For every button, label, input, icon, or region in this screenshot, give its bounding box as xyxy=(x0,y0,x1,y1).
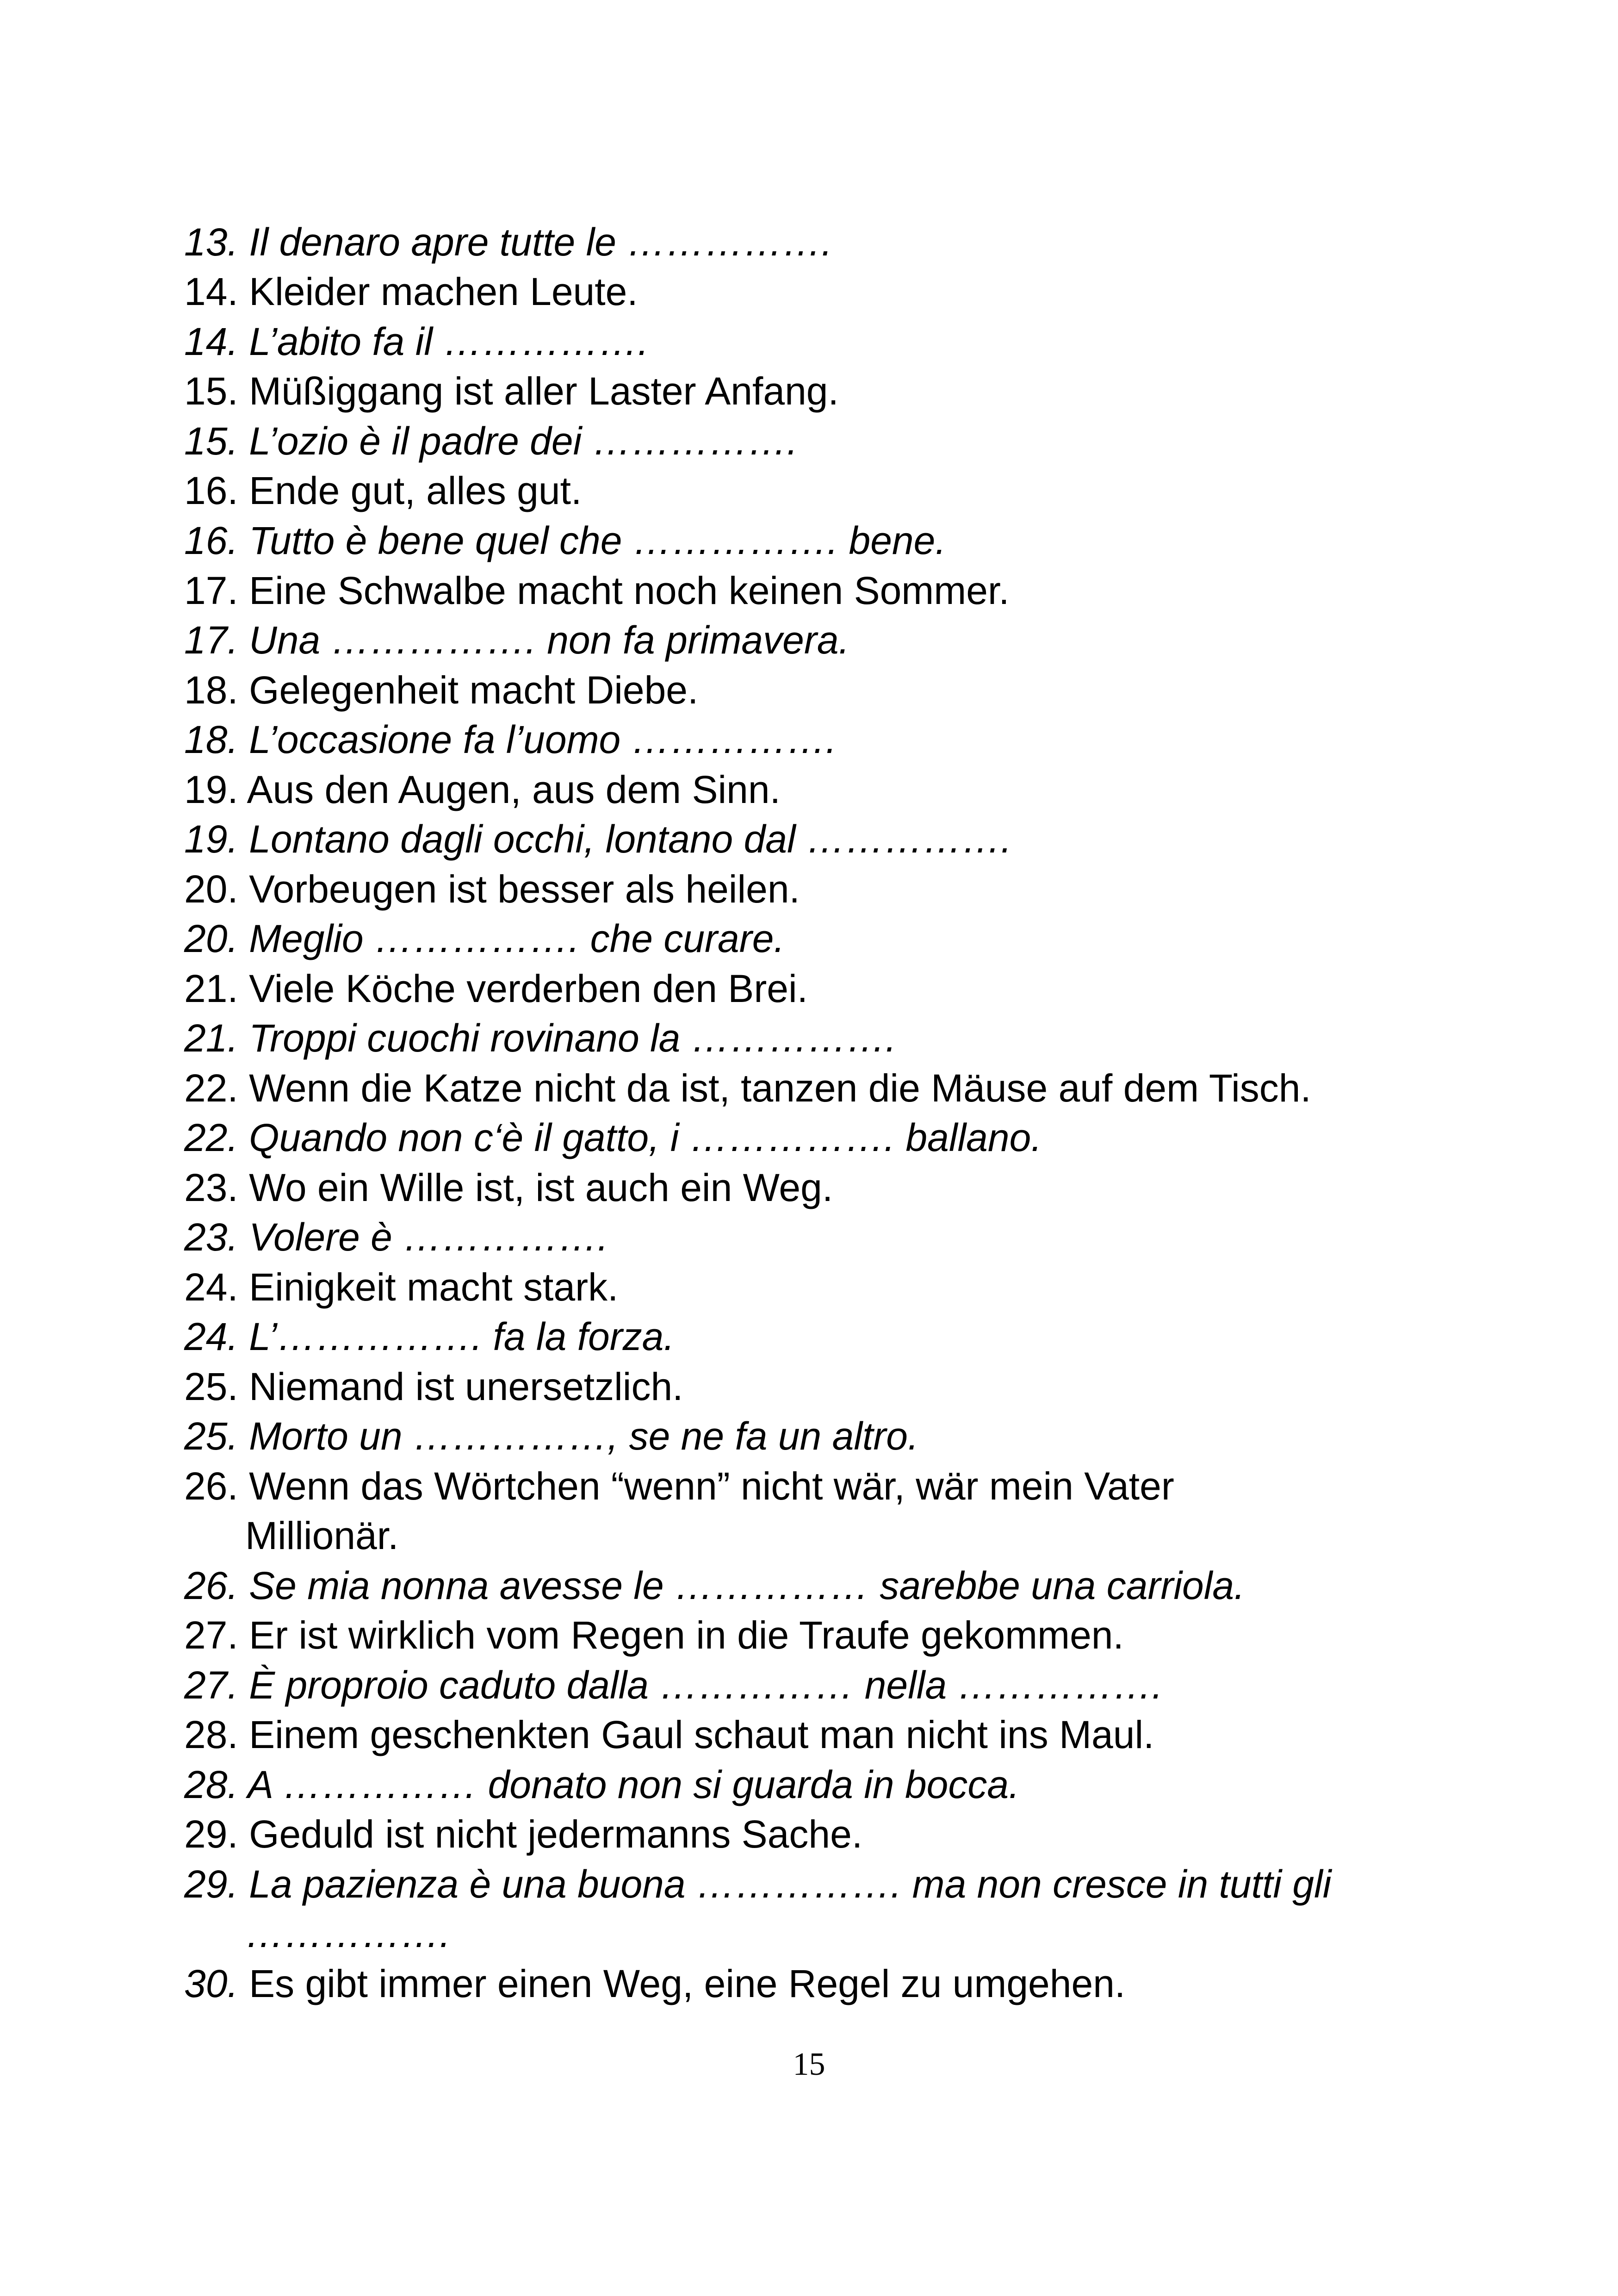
proverb-15-german: 15. Müßiggang ist aller Laster Anfang. xyxy=(184,369,839,413)
proverb-22-german: 22. Wenn die Katze nicht da ist, tanzen die Mäuse auf dem Tisch. xyxy=(184,1066,1311,1110)
proverb-14-german: 14. Kleider machen Leute. xyxy=(184,270,638,313)
proverb-16-italian: 16. Tutto è bene quel che ……………. bene. xyxy=(184,519,946,562)
proverb-18-german: 18. Gelegenheit macht Diebe. xyxy=(184,668,699,712)
proverb-27-german: 27. Er ist wirklich vom Regen in die Traufe gekommen. xyxy=(184,1613,1124,1657)
proverb-28-german: 28. Einem geschenkten Gaul schaut man nicht ins Maul. xyxy=(184,1713,1154,1756)
proverb-16-german: 16. Ende gut, alles gut. xyxy=(184,469,582,512)
proverb-22-italian: 22. Quando non c‘è il gatto, i ……………. ballano. xyxy=(184,1116,1042,1159)
proverb-14-italian: 14. L’abito fa il ……………. xyxy=(184,320,649,363)
proverb-23-german: 23. Wo ein Wille ist, ist auch ein Weg. xyxy=(184,1166,833,1209)
proverb-26-italian: 26. Se mia nonna avesse le …………… sarebbe una carriola. xyxy=(184,1564,1245,1607)
proverb-29-italian: 29. La pazienza è una buona ……………. ma non cresce in tutti gli xyxy=(184,1862,1332,1906)
proverb-28-italian: 28. A …………… donato non si guarda in bocca. xyxy=(184,1763,1020,1806)
proverb-21-german: 21. Viele Köche verderben den Brei. xyxy=(184,967,808,1010)
proverb-17-italian: 17. Una ……………. non fa primavera. xyxy=(184,618,849,662)
proverb-20-italian: 20. Meglio ……………. che curare. xyxy=(184,917,785,960)
proverb-20-german: 20. Vorbeugen ist besser als heilen. xyxy=(184,867,800,911)
proverb-19-german: 19. Aus den Augen, aus dem Sinn. xyxy=(184,768,781,811)
proverb-30-text: Es gibt immer einen Weg, eine Regel zu umgehen. xyxy=(238,1962,1126,2005)
proverb-25-italian: 25. Morto un ……………, se ne fa un altro. xyxy=(184,1414,919,1458)
proverb-19-italian: 19. Lontano dagli occhi, lontano dal ……………. xyxy=(184,817,1012,861)
proverb-29-italian-continuation: ……………. xyxy=(245,1912,451,1955)
proverb-30-german xyxy=(184,1959,1526,2009)
proverb-17-german: 17. Eine Schwalbe macht noch keinen Sommer. xyxy=(184,569,1010,612)
proverb-30-number: 30. xyxy=(184,1962,238,2005)
proverb-24-italian: 24. L’……………. fa la forza. xyxy=(184,1315,675,1358)
proverb-25-german: 25. Niemand ist unersetzlich. xyxy=(184,1365,683,1408)
proverb-26-german: 26. Wenn das Wörtchen “wenn” nicht wär, wär mein Vater xyxy=(184,1464,1174,1508)
page-number: 15 xyxy=(793,2047,825,2082)
proverb-13-italian: 13. Il denaro apre tutte le ……………. xyxy=(184,220,832,264)
proverb-18-italian: 18. L’occasione fa l’uomo ……………. xyxy=(184,718,837,761)
proverb-24-german: 24. Einigkeit macht stark. xyxy=(184,1265,619,1309)
proverb-26-german-continuation: Millionär. xyxy=(245,1514,399,1557)
proverb-21-italian: 21. Troppi cuochi rovinano la ……………. xyxy=(184,1016,897,1060)
proverb-23-italian: 23. Volere è ……………. xyxy=(184,1215,608,1259)
proverb-29-german: 29. Geduld ist nicht jedermanns Sache. xyxy=(184,1812,863,1856)
proverb-15-italian: 15. L’ozio è il padre dei ……………. xyxy=(184,419,798,463)
proverb-27-italian: 27. È proproio caduto dalla …………… nella ……………. xyxy=(184,1663,1163,1707)
